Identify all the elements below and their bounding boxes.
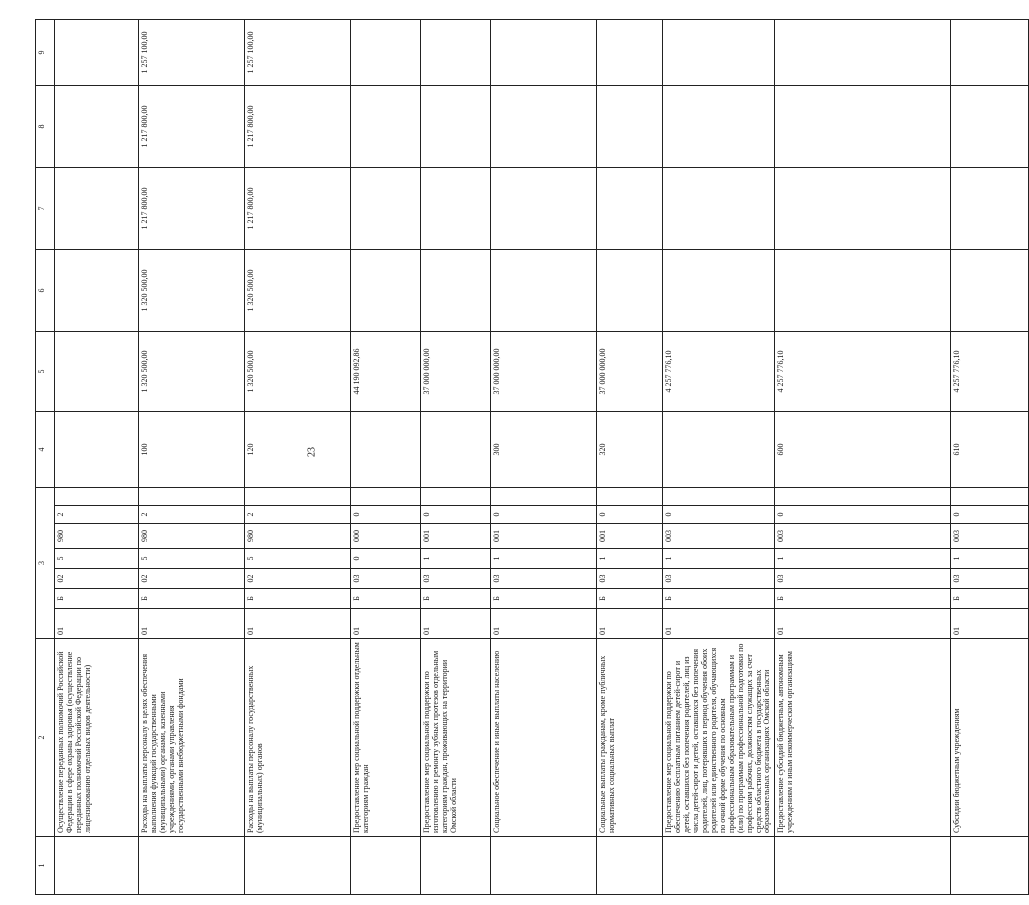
budget-table	[35, 19, 1029, 895]
col-8-value	[421, 85, 491, 167]
col-4-value	[351, 411, 421, 487]
code-part: 01	[597, 609, 663, 639]
code-part: Б	[55, 589, 139, 609]
code-part: 001	[491, 524, 597, 549]
code-part: 2	[245, 506, 351, 524]
table-row	[245, 19, 351, 894]
row-marker-cell	[245, 837, 351, 895]
table-row	[491, 19, 597, 894]
column-header-8: 8	[36, 85, 55, 167]
col-5-value	[55, 331, 139, 411]
code-part: Б	[597, 589, 663, 609]
row-name: Социальное обеспечение и иные выплаты населению	[491, 639, 597, 837]
col-9-value	[663, 19, 775, 85]
code-part: Б	[139, 589, 245, 609]
col-4-value	[421, 411, 491, 487]
code-part: 003	[775, 524, 951, 549]
col-8-value	[55, 85, 139, 167]
table-row	[597, 19, 663, 894]
col-6-value	[597, 249, 663, 331]
col-7-value	[491, 167, 597, 249]
code-part: 980	[55, 524, 139, 549]
code-spacer	[491, 487, 597, 505]
table-row	[139, 19, 245, 894]
code-part: 01	[775, 609, 951, 639]
col-4-value: 120	[245, 411, 351, 487]
col-5-value: 4 257 776,10	[951, 331, 1029, 411]
col-8-value	[491, 85, 597, 167]
code-part: 01	[55, 609, 139, 639]
row-marker-cell	[421, 837, 491, 895]
code-part: 0	[421, 506, 491, 524]
table-row	[421, 19, 491, 894]
code-part: 5	[245, 549, 351, 569]
code-spacer	[597, 487, 663, 505]
code-part: 01	[139, 609, 245, 639]
row-marker-cell	[663, 837, 775, 895]
table-row	[663, 19, 775, 894]
col-6-value	[421, 249, 491, 331]
code-part: 000	[351, 524, 421, 549]
col-6-value	[491, 249, 597, 331]
col-7-value	[351, 167, 421, 249]
table-row	[55, 19, 139, 894]
col-7-value	[55, 167, 139, 249]
row-marker-cell	[351, 837, 421, 895]
code-part: 03	[491, 569, 597, 589]
row-name: Социальные выплаты гражданам, кроме публичных нормативных социальных выплат	[597, 639, 663, 837]
code-part: 980	[245, 524, 351, 549]
rotated-page	[35, 31, 962, 895]
column-header-4: 4	[36, 411, 55, 487]
code-part: 03	[663, 569, 775, 589]
col-8-value	[951, 85, 1029, 167]
row-name: Предоставление субсидий бюджетным, автономным учреждениям и иным некоммерческим организациям	[775, 639, 951, 837]
table-row	[351, 19, 421, 894]
code-part: 2	[139, 506, 245, 524]
col-7-value	[663, 167, 775, 249]
code-part: 0	[351, 549, 421, 569]
col-4-value	[55, 411, 139, 487]
row-name: Субсидии бюджетным учреждениям	[951, 639, 1029, 837]
code-part: Б	[421, 589, 491, 609]
col-5-value: 1 320 500,00	[139, 331, 245, 411]
col-8-value: 1 217 800,00	[245, 85, 351, 167]
code-part: 2	[55, 506, 139, 524]
row-marker-cell	[491, 837, 597, 895]
col-4-value: 610	[951, 411, 1029, 487]
code-spacer	[351, 487, 421, 505]
col-4-value: 300	[491, 411, 597, 487]
row-name: Расходы на выплаты персоналу в целях обеспечения выполнения функций государственными (муниципальными) органами, казенными учреждениями, органами управления государственными внебюджетными фондами	[139, 639, 245, 837]
col-6-value	[55, 249, 139, 331]
col-5-value: 4 257 776,10	[775, 331, 951, 411]
col-4-value	[663, 411, 775, 487]
table-row	[775, 19, 951, 894]
code-part: 03	[951, 569, 1029, 589]
code-part: Б	[663, 589, 775, 609]
col-5-value: 1 320 500,00	[245, 331, 351, 411]
column-header-3: 3	[36, 487, 55, 638]
code-part: 03	[597, 569, 663, 589]
row-name: Предоставление мер социальной поддержки по обеспечению бесплатным питанием детей-сирот и детей, оставшихся без попечения родителей, лиц из числа детей-сирот и детей, оставшихся без попечения родителей, лиц, потерявших в период обучения обоих родителей или единственного родителя, обучающихся по очной форме обучения по основным профессиональным образовательным программам и (или) по программам профессиональной подготовки по профессиям рабочих, должностям служащих за счет средств областного бюджета в государственных образовательных организациях Омской области	[663, 639, 775, 837]
code-part: 0	[663, 506, 775, 524]
code-part: 980	[139, 524, 245, 549]
col-5-value: 37 000 000,00	[597, 331, 663, 411]
column-header-2: 2	[36, 639, 55, 837]
row-marker-cell	[55, 837, 139, 895]
col-8-value: 1 217 800,00	[139, 85, 245, 167]
column-header-5: 5	[36, 331, 55, 411]
code-part: 0	[491, 506, 597, 524]
col-7-value	[951, 167, 1029, 249]
col-6-value: 1 320 500,00	[245, 249, 351, 331]
code-part: 0	[775, 506, 951, 524]
code-part: 1	[775, 549, 951, 569]
col-5-value: 37 000 000,00	[421, 331, 491, 411]
code-part: 03	[775, 569, 951, 589]
code-part: 0	[351, 506, 421, 524]
code-spacer	[951, 487, 1029, 505]
code-part: 1	[421, 549, 491, 569]
col-5-value: 4 257 776,10	[663, 331, 775, 411]
code-part: 0	[597, 506, 663, 524]
code-part: 02	[139, 569, 245, 589]
col-4-value: 320	[597, 411, 663, 487]
col-7-value	[597, 167, 663, 249]
code-part: 0	[951, 506, 1029, 524]
col-4-value: 600	[775, 411, 951, 487]
col-9-value	[491, 19, 597, 85]
row-marker-cell	[775, 837, 951, 895]
column-header-1: 1	[36, 837, 55, 895]
code-part: 02	[55, 569, 139, 589]
code-spacer	[775, 487, 951, 505]
row-name: Предоставление мер социальной поддержки по изготовлению и ремонту зубных протезов отдельным категориям граждан, проживающих на территории Омской области	[421, 639, 491, 837]
code-part: 1	[663, 549, 775, 569]
code-part: 5	[139, 549, 245, 569]
row-name: Расходы на выплаты персоналу государственных (муниципальных) органов	[245, 639, 351, 837]
col-9-value	[597, 19, 663, 85]
col-7-value: 1 217 800,00	[245, 167, 351, 249]
code-spacer	[663, 487, 775, 505]
code-part: 01	[663, 609, 775, 639]
code-part: 01	[245, 609, 351, 639]
code-part: 01	[951, 609, 1029, 639]
code-part: 1	[597, 549, 663, 569]
col-8-value	[351, 85, 421, 167]
col-7-value	[421, 167, 491, 249]
code-part: 5	[55, 549, 139, 569]
row-marker-cell	[139, 837, 245, 895]
code-spacer	[139, 487, 245, 505]
page-number: 23	[306, 447, 318, 457]
code-part: 003	[951, 524, 1029, 549]
col-6-value	[951, 249, 1029, 331]
code-part: Б	[951, 589, 1029, 609]
col-8-value	[775, 85, 951, 167]
code-spacer	[245, 487, 351, 505]
code-part: Б	[775, 589, 951, 609]
column-header-6: 6	[36, 249, 55, 331]
col-4-value: 100	[139, 411, 245, 487]
code-part: 02	[245, 569, 351, 589]
col-5-value: 37 000 000,00	[491, 331, 597, 411]
col-9-value	[55, 19, 139, 85]
column-header-9: 9	[36, 19, 55, 85]
col-5-value: 44 190 092,86	[351, 331, 421, 411]
col-8-value	[663, 85, 775, 167]
column-header-7: 7	[36, 167, 55, 249]
code-part: Б	[351, 589, 421, 609]
table-row	[951, 19, 1029, 894]
col-9-value: 1 257 100,00	[245, 19, 351, 85]
col-6-value	[351, 249, 421, 331]
row-name: Осуществление переданных полномочий Российской Федерации в сфере охраны здоровья (осуществление переданных полномочий Российской Федерации по лицензированию отдельных видов деятельности)	[55, 639, 139, 837]
code-part: 001	[597, 524, 663, 549]
code-part: 03	[421, 569, 491, 589]
col-9-value	[351, 19, 421, 85]
col-6-value	[775, 249, 951, 331]
code-part: 01	[351, 609, 421, 639]
col-8-value	[597, 85, 663, 167]
col-9-value	[951, 19, 1029, 85]
code-spacer	[55, 487, 139, 505]
row-marker-cell	[597, 837, 663, 895]
col-9-value	[421, 19, 491, 85]
col-6-value	[663, 249, 775, 331]
row-marker-cell	[951, 837, 1029, 895]
column-header-row	[36, 19, 55, 894]
code-part: 001	[421, 524, 491, 549]
code-part: 01	[421, 609, 491, 639]
code-part: 003	[663, 524, 775, 549]
col-7-value	[775, 167, 951, 249]
row-name: Предоставление мер социальной поддержки отдельным категориям граждан	[351, 639, 421, 837]
code-part: Б	[491, 589, 597, 609]
code-part: 1	[951, 549, 1029, 569]
code-part: 03	[351, 569, 421, 589]
col-7-value: 1 217 800,00	[139, 167, 245, 249]
code-part: Б	[245, 589, 351, 609]
col-9-value	[775, 19, 951, 85]
col-6-value: 1 320 500,00	[139, 249, 245, 331]
col-9-value: 1 257 100,00	[139, 19, 245, 85]
code-part: 01	[491, 609, 597, 639]
code-spacer	[421, 487, 491, 505]
code-part: 1	[491, 549, 597, 569]
